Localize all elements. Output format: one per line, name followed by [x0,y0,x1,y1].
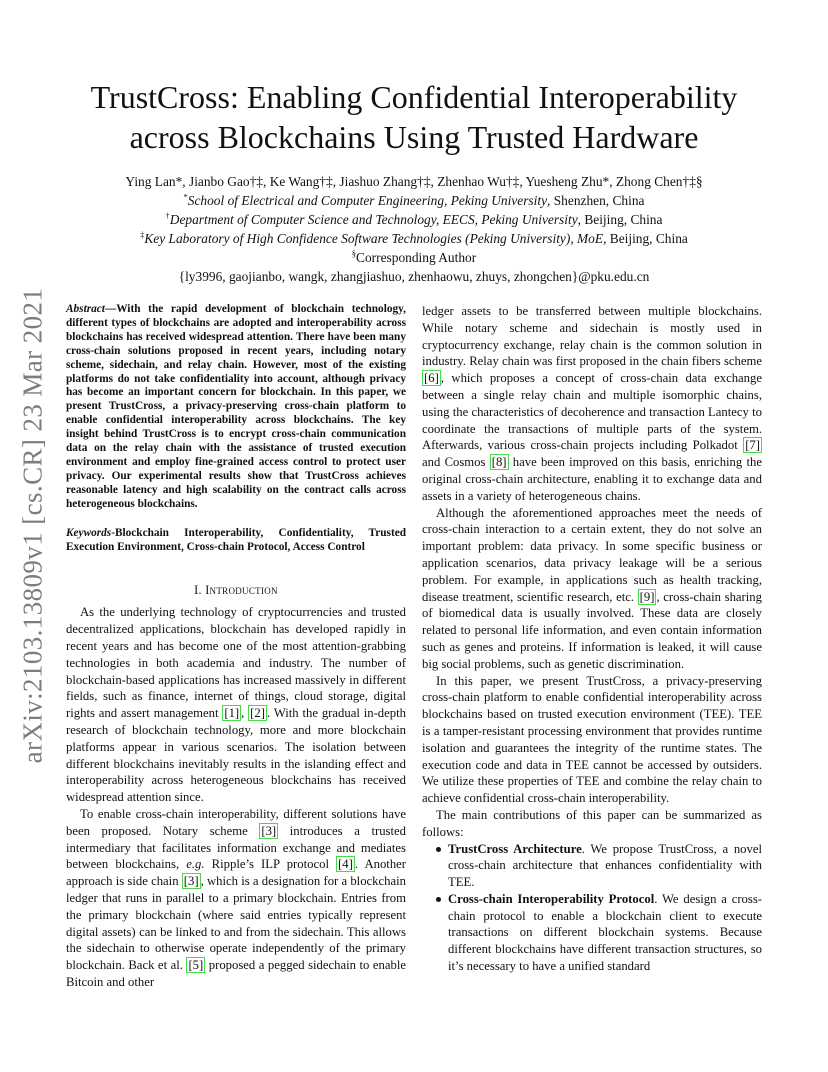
intro-p2-text-a: To enable cross-chain interoperability, different solutions have been proposed. Notary scheme [66,806,406,838]
affiliation-2-mark: † [165,210,170,221]
section-heading-introduction: I. Introduction [194,582,278,597]
citation-3-again[interactable]: [3] [183,874,199,889]
author-block [40,172,788,286]
abstract [66,303,406,512]
affiliation-3-name: Key Laboratory of High Confidence Software Technologies (Peking University), MoE [144,231,604,246]
citation-8[interactable]: [8] [491,455,507,470]
citation-4[interactable]: [4] [338,857,353,872]
left-column [66,303,406,991]
contributions-list [422,841,762,975]
citation-5[interactable]: [5] [188,958,204,973]
corresponding-mark: § [351,248,357,259]
corresponding-label: Corresponding Author [356,250,477,265]
title-line-2: across Blockchains Using Trusted Hardware [129,119,699,155]
arxiv-identifier[interactable]: arXiv:2103.13809v1 [cs.CR] 23 Mar 2021 [17,287,48,763]
abstract-text: —With the rapid development of blockchain technology, different types of blockchains are adopted and interoperability across blockchains has received widespread attention. There have been many cross-chain solutions proposed in recent years, including notary scheme, sidechain, and relay chain. However, most of the existing platforms do not take confidentiality into account, although privacy has become an important concern for blockchain. In this paper, we present TrustCross, a privacy-preserving cross-chain platform to enable confidential interoperability across blockchains. The key insight behind TrustCross is to encrypt cross-chain communication data on the relay chain with the assistance of trusted execution environment and employ fine-grained access control to protect user privacy. Our experimental results show that TrustCross achieves reasonable latency and high scalability on the contract calls across heterogeneous blockchains. [66,303,406,510]
affiliation-1-name: School of Electrical and Computer Engineering, Peking University [187,193,548,208]
intro-p1-sep: , [241,706,249,721]
intro-p2-text-d: . Another approach is side chain [66,857,407,889]
title-line-1: TrustCross: Enabling Confidential Interoperability [90,79,738,115]
author-emails: {ly3996, gaojianbo, wangk, zhangjiashuo, zhenhaowu, zhuys, zhongchen}@pku.edu.cn [178,269,650,284]
intro-p2-text-b: introduces a trusted intermediary that facilitates information exchange and mediates between blockchains, [66,823,406,872]
bullet-icon [436,897,441,902]
affiliation-1-location: , Shenzhen, China [547,193,645,208]
contribution-2-title: Cross-chain Interoperability Protocol [448,891,655,906]
intro-paragraph-2 [66,806,406,991]
author-names: Ying Lan*, Jianbo Gao†‡, Ke Wang†‡, Jiashuo Zhang†‡, Zhenhao Wu†‡, Yuesheng Zhu*, Zhong Chen†‡§ [125,174,703,189]
list-item [436,841,762,891]
right-p1-text-c: and Cosmos [422,455,490,470]
right-paragraph-4: The main contributions of this paper can be summarized as follows: [422,807,762,839]
intro-paragraph-1 [66,604,406,806]
list-item [436,891,762,975]
arxiv-side-stamp [10,287,56,763]
affiliation-3-mark: ‡ [140,229,145,240]
right-paragraph-3: In this paper, we present TrustCross, a privacy-preserving cross-chain platform to enable confidential interoperability across blockchains based on trusted execution environment (TEE). TEE is a tamper-resistant processing environment that provides runtime isolation and guarantees the integrity of the runtime states. The execution code and data in TEE cannot be accessed by outsiders. We utilize these properties of TEE and combine the relay chain to achieve confidential cross-chain interoperability. [422,673,762,806]
right-paragraph-2 [422,505,762,673]
keywords-text: -Blockchain Interoperability, Confidentiality, Trusted Execution Environment, Cross-chain Protocol, Access Control [66,526,406,553]
intro-p2-text-e: , which is a designation for a blockchain ledger that runs in parallel to a primary blockchain. Entries from the primary blockchain (where said entries typically represent digital assets) can be linked to and from the sidechain. This allows the sidechain to otherwise operate independently of the primary blockchain. Back et al. [66,874,407,973]
citation-7[interactable]: [7] [745,438,760,453]
intro-p1-text-a: As the underlying technology of cryptocurrencies and trusted decentralized applications, blockchain has developed rapidly in recent years and has become one of the most attention-grabbing technologies in both academia and industry. The number of blockchain-based applications has increased massively in different fields, such as finance, internet of things, cloud storage, digital rights and assert management [66,605,406,721]
affiliation-3 [40,229,788,248]
right-p1-text-b: , which proposes a concept of cross-chain data exchange between a single relay chain and multiple isomorphic chains, using the characteristics of decoherence and transaction Lantecy to coordinate the transactions of multiple parts of the system. Afterwards, various cross-chain projects including Polkadot [422,371,762,453]
affiliation-2 [40,210,788,229]
keywords [66,526,406,554]
paper-title [40,77,788,157]
abstract-lead: Abstract [66,303,105,315]
citation-2[interactable]: [2] [250,706,265,721]
citation-6[interactable]: [6] [424,371,439,386]
affiliation-1 [40,191,788,210]
right-paragraph-1 [422,303,762,505]
keywords-lead: Keywords [66,526,112,539]
intro-p2-text-f: proposed a pegged sidechain to enable Bitcoin and other [66,958,407,989]
intro-p1-text-b: . With the gradual in-depth research of blockchain technology, more and more blockchain platforms appear in various scenarios. The isolation between different blockchains inevitably results in the islanding effect and interoperability across heterogeneous blockchains has received widespread attention since. [66,706,406,805]
affiliation-2-name: Department of Computer Science and Technology, EECS, Peking University [169,212,578,227]
affiliation-1-mark: * [183,191,188,202]
affiliation-3-location: , Beijing, China [603,231,688,246]
eg-abbrev: e.g. [186,857,205,872]
contribution-1-title: TrustCross Architecture [448,841,582,856]
abstract-paragraph [66,303,406,512]
bullet-icon [436,847,441,852]
right-p1-text-d: have been improved on this basis, enriching the original cross-chain architecture, enabling it to exchange data and assets in a variety of heterogeneous chains. [422,455,762,503]
right-column [422,303,762,975]
intro-p2-text-c: Ripple’s ILP protocol [204,857,337,872]
right-p1-text-a: ledger assets to be transferred between multiple blockchains. While notary scheme and sidechain is mostly used in cryptocurrency exchange, relay chain is the common solution in industry. Relay chain was first proposed in the chain fibers scheme [422,304,762,369]
contribution-2-text: . We design a cross-chain protocol to enable a blockchain client to execute transactions on different blockchain systems. Because different blockchains have different transaction structures, so it’s necessary to have a unified standard [448,891,762,974]
contribution-1-text: . We propose TrustCross, a novel cross-chain architecture that enhances confidentiality with TEE. [448,841,763,890]
right-p2-text-a: Although the aforementioned approaches meet the needs of cross-chain interaction to a certain extent, they do not solve an important problem: data privacy. In some specific business or application scenarios, data privacy leakage will be a serious problem. For example, in applications such as health tracking, disease treatment, scientific research, etc. [422,505,762,604]
corresponding-author-note [40,248,788,267]
citation-1[interactable]: [1] [224,706,240,721]
right-p2-text-b: , cross-chain sharing of biomedical data is usually involved. These data are closely related to personal life information, and even contain information such as genes and proteins. If information is leaked, it will cause big social problems, such as genetic discrimination. [422,589,762,671]
citation-3[interactable]: [3] [261,823,277,838]
affiliation-2-location: , Beijing, China [577,212,663,227]
citation-9[interactable]: [9] [639,589,655,604]
